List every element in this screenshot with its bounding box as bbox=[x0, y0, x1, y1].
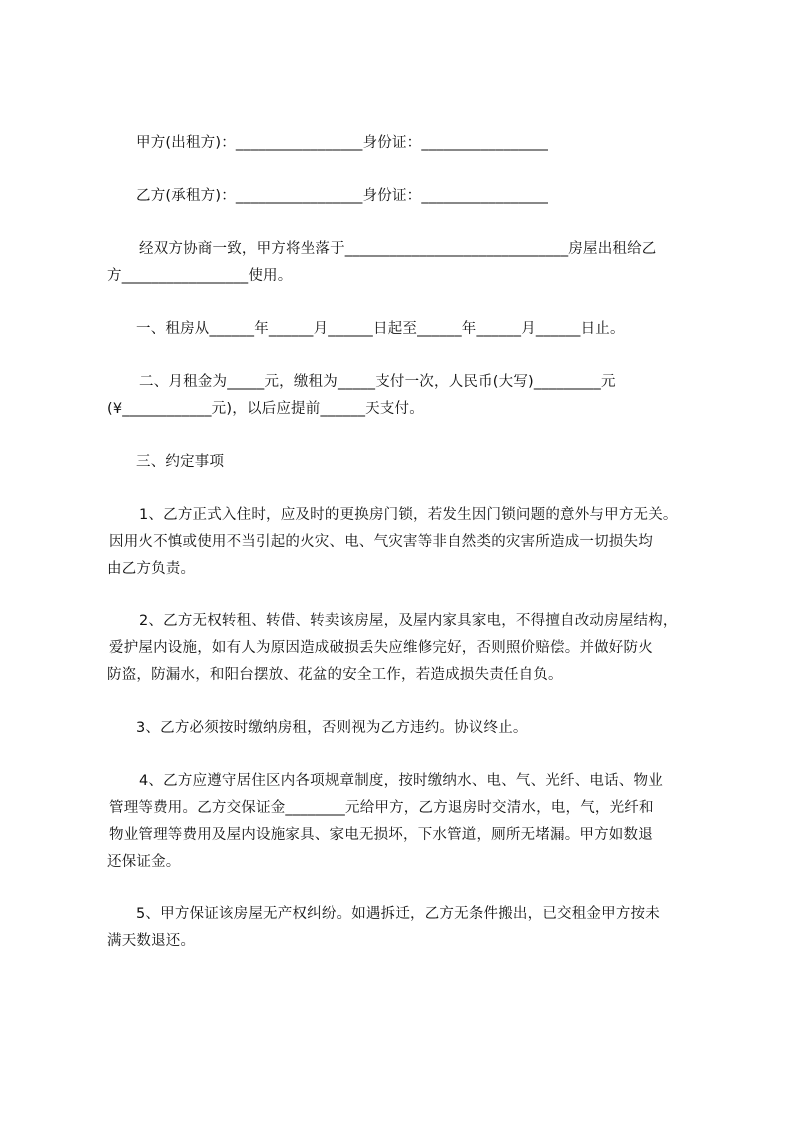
item-4-line: 管理等费用。乙方交保证金________元给甲方，乙方退房时交清水，电，气，光纤和 bbox=[109, 800, 654, 816]
item-5-line: 5、甲方保证该房屋无产权纠纷。如遇拆迁，乙方无条件搬出，已交租金甲方按未 bbox=[136, 906, 660, 922]
item-2-line: 爱护屋内设施，如有人为原因造成破损丢失应维修完好，否则照价赔偿。并做好防火 bbox=[109, 640, 653, 656]
item-1-line: 1、乙方正式入住时，应及时的更换房门锁，若发生因门锁问题的意外与甲方无关。 bbox=[139, 507, 678, 523]
rent-line: (¥____________元)，以后应提前______天支付。 bbox=[107, 401, 424, 417]
section-3-heading: 三、约定事项 bbox=[136, 454, 225, 470]
item-2-line: 2、乙方无权转租、转借、转卖该房屋，及屋内家具家电，不得擅自改动房屋结构， bbox=[139, 613, 678, 629]
lease-term-clause: 一、租房从______年______月______日起至______年______月______日止。 bbox=[136, 321, 625, 337]
item-3-paragraph: 3、乙方必须按时缴纳房租，否则视为乙方违约。协议终止。 bbox=[136, 720, 528, 736]
item-4-line: 还保证金。 bbox=[107, 854, 181, 870]
item-1-line: 因用火不慎或使用不当引起的火灾、电、气灾害等非自然类的灾害所造成一切损失均 bbox=[109, 534, 653, 550]
item-1-line: 由乙方负责。 bbox=[107, 561, 196, 577]
agreement-line: 经双方协商一致，甲方将坐落于______________________________房屋出租给乙 bbox=[139, 241, 657, 257]
party-b-line: 乙方(承租方)：_________________身份证：_________________ bbox=[136, 188, 549, 204]
item-2-line: 防盗，防漏水，和阳台摆放、花盆的安全工作，若造成损失责任自负。 bbox=[107, 667, 563, 683]
party-a-line: 甲方(出租方)：_________________身份证：_________________ bbox=[136, 135, 549, 151]
item-5-line: 满天数退还。 bbox=[107, 933, 196, 949]
rent-line: 二、月租金为_____元，缴租为_____支付一次，人民币(大写)_________元 bbox=[139, 374, 616, 390]
item-4-line: 4、乙方应遵守居住区内各项规章制度，按时缴纳水、电、气、光纤、电话、物业 bbox=[139, 773, 663, 789]
agreement-line: 方_________________使用。 bbox=[107, 268, 293, 284]
item-4-line: 物业管理等费用及屋内设施家具、家电无损坏，下水管道，厕所无堵漏。甲方如数退 bbox=[109, 827, 653, 843]
